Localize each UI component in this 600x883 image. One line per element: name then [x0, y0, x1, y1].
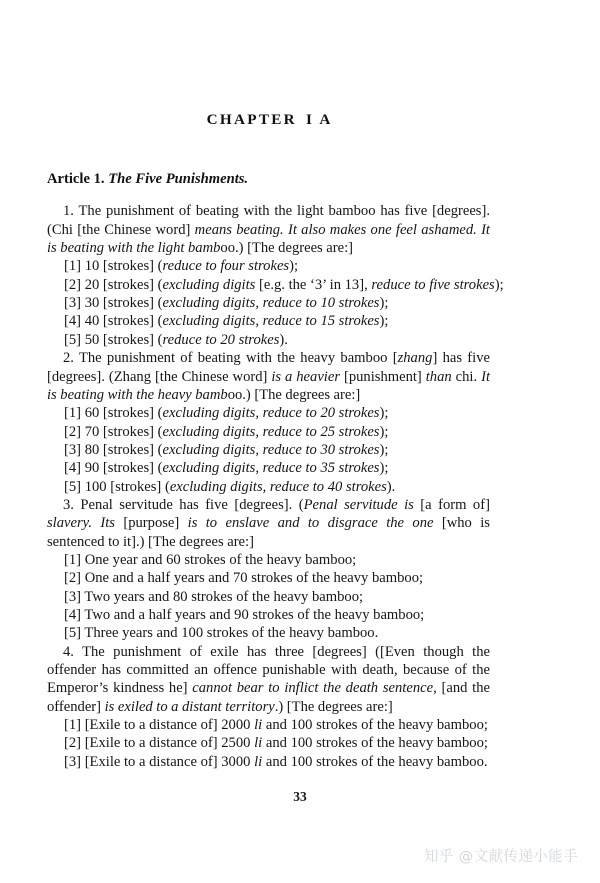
- list-item-italic-1: excluding digits, reduce to 10 strokes: [162, 295, 380, 312]
- list-item-roman-1: 100 [strokes] (: [84, 478, 170, 495]
- section-3-paragraph: [47, 496, 490, 551]
- list-item-italic-1: li: [254, 753, 263, 770]
- section-3-lead-italic-2: slavery. Its: [47, 515, 115, 532]
- list-item-text: Two years and 80 strokes of the heavy bamboo;: [84, 588, 364, 605]
- list-item-number: [2]: [64, 570, 82, 587]
- list-item: [47, 257, 490, 275]
- list-item: [47, 312, 490, 330]
- section-4-lead-italic-2: is exiled to a distant territory: [104, 698, 275, 715]
- list-item: [47, 478, 490, 496]
- list-item-number: [2]: [64, 276, 82, 293]
- chapter-heading: [47, 111, 490, 129]
- list-item-roman-2: );: [379, 460, 389, 477]
- section-1-lead-italic-1: means beating. It also makes one feel ashamed. It is beating with the light bamb: [47, 221, 490, 257]
- list-item: [47, 294, 490, 312]
- section-3-lead-roman-2: [a form of]: [420, 496, 490, 513]
- list-item-number: [4]: [64, 313, 82, 330]
- list-item: [47, 588, 490, 606]
- list-item-number: [5]: [64, 625, 82, 642]
- list-item-italic-1: excluding digits, reduce to 20 strokes: [162, 405, 380, 422]
- section-1-paragraph: [47, 202, 490, 257]
- list-item-number: [4]: [64, 460, 82, 477]
- list-item-number: [5]: [64, 478, 82, 495]
- list-item-roman-1: [Exile to a distance of] 3000: [84, 753, 251, 770]
- list-item-text: Three years and 100 strokes of the heavy bamboo.: [84, 625, 379, 642]
- page-text-block: [47, 0, 504, 771]
- article-heading: [47, 170, 490, 188]
- list-item-roman-1: 80 [strokes] (: [84, 441, 163, 458]
- zhihu-handle: @文献传递小能手: [458, 849, 578, 865]
- list-item-text: One year and 60 strokes of the heavy bamboo;: [84, 551, 357, 568]
- page-number: 33: [293, 789, 307, 804]
- list-item-roman-2: );: [289, 258, 299, 275]
- section-2-lead-roman-2: ] has five [degrees]. (Zhang [the Chinese word]: [47, 350, 490, 385]
- list-item-roman-2: );: [379, 405, 389, 422]
- list-item-roman-2: ).: [279, 331, 288, 348]
- section-1-degree-list: [47, 257, 504, 349]
- list-item: [47, 331, 490, 349]
- section-1-lead-roman-1: The punishment of beating with the light bamboo has five [degrees]. (Chi [the Chinese word]: [47, 203, 490, 238]
- section-2-lead-italic-2: is a heavier: [271, 368, 341, 385]
- list-item: [47, 441, 490, 459]
- list-item-roman-2: );: [379, 423, 389, 440]
- list-item-roman-2: );: [379, 313, 389, 330]
- list-item-italic-1: reduce to four strokes: [162, 258, 290, 275]
- section-2-lead-roman-4: chi.: [455, 368, 478, 385]
- list-item-italic-1: excluding digits, reduce to 15 strokes: [162, 313, 380, 330]
- section-2-degree-list: [47, 404, 490, 496]
- section-2-lead-italic-1: zhang: [397, 350, 433, 367]
- list-item-text: Two and a half years and 90 strokes of the heavy bamboo;: [84, 606, 425, 623]
- list-item-roman-1: [Exile to a distance of] 2500: [84, 735, 251, 752]
- list-item-italic-1: li: [254, 717, 263, 734]
- section-2-lead-italic-3: than: [425, 368, 452, 385]
- list-item-roman-1: 20 [strokes] (: [84, 276, 163, 293]
- section-4-number: 4.: [63, 643, 74, 660]
- section-4-lead-italic-1: cannot bear to inflict the death sentence,: [192, 680, 437, 697]
- list-item: [47, 734, 490, 752]
- section-3-lead-italic-3: is to enslave and to disgrace the one: [187, 515, 434, 532]
- list-item-number: [3]: [64, 441, 82, 458]
- list-item: [47, 551, 490, 569]
- list-item-number: [2]: [64, 423, 82, 440]
- section-2-lead-roman-1: The punishment of beating with the heavy bamboo [: [78, 350, 398, 367]
- section-2-lead-roman-3: [punishment]: [343, 368, 422, 385]
- list-item-italic-1: excluding digits, reduce to 30 strokes: [162, 441, 380, 458]
- list-item-number: [4]: [64, 606, 82, 623]
- list-item-italic-1: excluding digits, reduce to 25 strokes: [162, 423, 380, 440]
- list-item-italic-1: excluding digits, reduce to 35 strokes: [162, 460, 380, 477]
- list-item-italic-1: excluding digits: [162, 276, 256, 293]
- list-item-roman-1: 70 [strokes] (: [84, 423, 163, 440]
- list-item-number: [1]: [64, 405, 82, 422]
- list-item-roman-2: and 100 strokes of the heavy bamboo;: [265, 735, 488, 752]
- section-4-degree-list: [47, 716, 490, 771]
- list-item: [47, 624, 490, 642]
- section-2-number: 2.: [63, 350, 74, 367]
- section-3-degree-list: [47, 551, 490, 643]
- list-item-number: [3]: [64, 295, 82, 312]
- list-item-number: [1]: [64, 551, 82, 568]
- section-2-lead-roman-5: oo.) [The degrees are:]: [227, 386, 361, 403]
- zhihu-logo: 知乎: [423, 849, 454, 865]
- list-item-roman-1: 10 [strokes] (: [84, 258, 163, 275]
- article-title: The Five Punishments.: [108, 171, 249, 187]
- list-item-roman-1: 60 [strokes] (: [84, 405, 163, 422]
- list-item: [47, 716, 490, 734]
- list-item-roman-2: and 100 strokes of the heavy bamboo.: [265, 753, 488, 770]
- list-item-roman-1: 50 [strokes] (: [84, 331, 163, 348]
- list-item-number: [2]: [64, 735, 82, 752]
- list-item: [47, 404, 490, 422]
- section-2-lead-italic-4: It is beating with the heavy bamb: [47, 368, 491, 403]
- section-2-paragraph: [47, 349, 490, 404]
- section-3-number: 3.: [63, 496, 74, 513]
- zhihu-watermark: [424, 845, 578, 866]
- list-item-number: [5]: [64, 331, 82, 348]
- list-item-roman-1: [Exile to a distance of] 2000: [84, 717, 251, 734]
- section-1-number: 1.: [63, 203, 74, 220]
- article-label: Article 1.: [47, 171, 105, 187]
- list-item-roman-2: [e.g. the ‘3’ in 13],: [259, 276, 368, 293]
- list-item-roman-2: );: [379, 441, 389, 458]
- list-item-roman-2: and 100 strokes of the heavy bamboo;: [265, 717, 488, 734]
- chapter-heading-word: CHAPTER: [206, 111, 297, 128]
- list-item-italic-2: reduce to five strokes: [371, 276, 495, 293]
- list-item: [47, 459, 490, 477]
- list-item-number: [1]: [64, 717, 82, 734]
- list-item-roman-3: );: [494, 276, 504, 293]
- section-4-lead-roman-2: [and the offender]: [47, 680, 490, 715]
- section-4-paragraph: [47, 643, 490, 716]
- list-item-roman-1: 30 [strokes] (: [84, 295, 163, 312]
- list-item-italic-1: li: [254, 735, 263, 752]
- list-item-roman-1: 90 [strokes] (: [84, 460, 163, 477]
- list-item-number: [3]: [64, 753, 82, 770]
- list-item-number: [3]: [64, 588, 82, 605]
- list-item-roman-2: ).: [386, 478, 396, 495]
- chapter-heading-number: I A: [305, 111, 333, 128]
- section-3-lead-italic-1: Penal servitude is: [303, 496, 414, 513]
- section-1-lead-roman-2: oo.) [The degrees are:]: [220, 240, 354, 257]
- section-3-lead-roman-1: Penal servitude has five [degrees]. (: [80, 496, 304, 513]
- list-item-roman-1: 40 [strokes] (: [84, 313, 163, 330]
- list-item-roman-2: );: [379, 295, 389, 312]
- list-item-text: One and a half years and 70 strokes of the heavy bamboo;: [84, 570, 424, 587]
- section-3-lead-roman-4: [who is sentenced to it].) [The degrees are:]: [47, 515, 490, 550]
- section-4-lead-roman-1: The punishment of exile has three [degrees] ([Even though the offender has committed an offence punishable with death, because of the Emperor’s kindness he]: [47, 643, 490, 697]
- list-item-italic-1: excluding digits, reduce to 40 strokes: [169, 478, 387, 495]
- list-item: [47, 423, 490, 441]
- list-item-italic-1: reduce to 20 strokes: [162, 331, 280, 348]
- section-3-lead-roman-3: [purpose]: [123, 515, 180, 532]
- list-item: [47, 276, 504, 294]
- list-item: [47, 606, 490, 624]
- section-4-lead-roman-3: .) [The degrees are:]: [274, 698, 393, 715]
- list-item-number: [1]: [64, 258, 82, 275]
- list-item: [47, 753, 490, 771]
- list-item: [47, 569, 490, 587]
